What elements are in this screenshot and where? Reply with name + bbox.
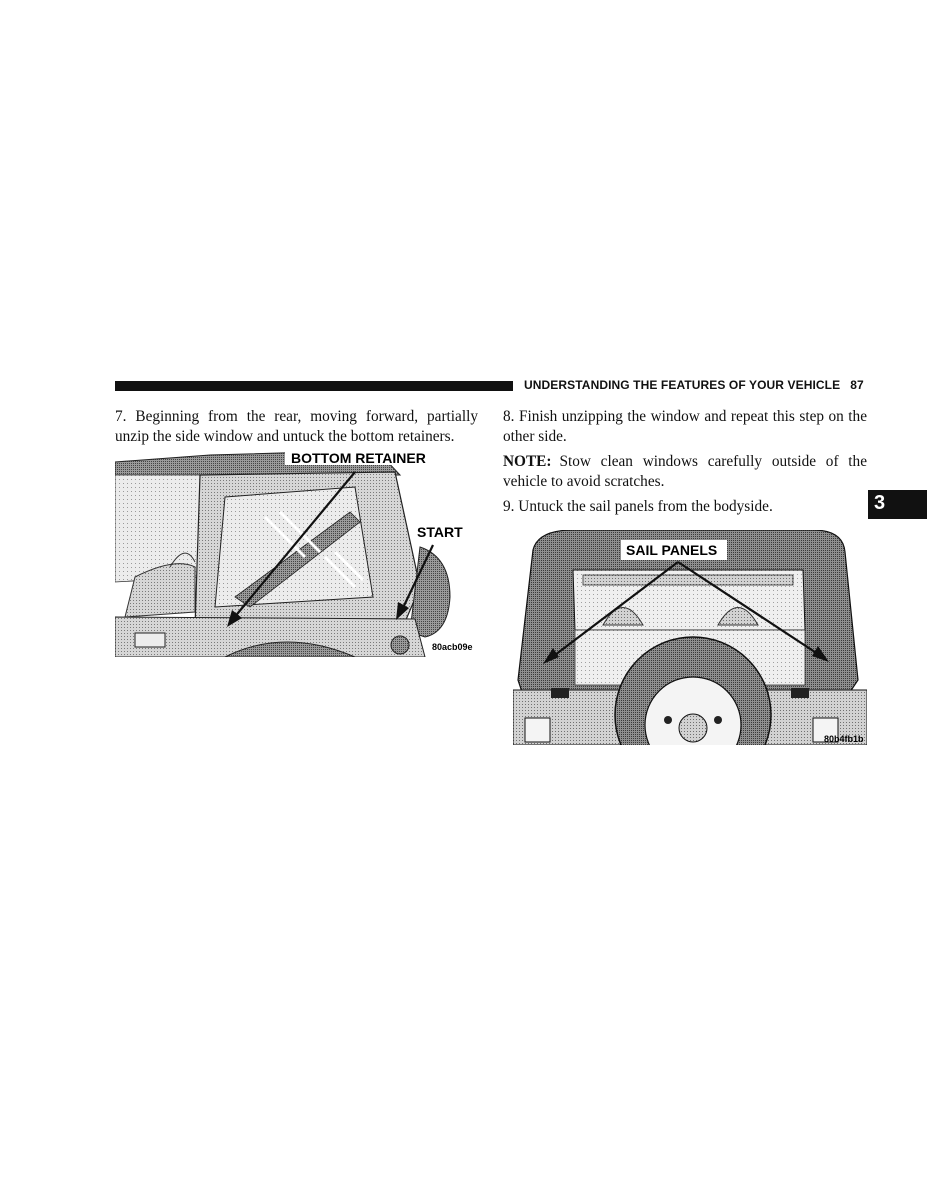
callout-start: START (417, 524, 463, 540)
step-8-paragraph: 8. Finish unzipping the window and repeat this step on the other side. (503, 408, 867, 445)
figure-code: 80acb09e (432, 642, 473, 652)
section-title: UNDERSTANDING THE FEATURES OF YOUR VEHICLE (524, 378, 841, 392)
page-number: 87 (850, 378, 864, 392)
section-tab: 3 (868, 490, 927, 519)
step-9-paragraph: 9. Untuck the sail panels from the bodyside. (503, 498, 773, 515)
step-7-paragraph: 7. Beginning from the rear, moving forward, partially unzip the side window and untuck the bottom retainers. (115, 408, 478, 445)
note-paragraph (503, 452, 867, 492)
figure-code: 80b4fb1b (824, 734, 864, 744)
figure-sail-panels (513, 530, 867, 745)
figure-bottom-retainer (115, 447, 477, 657)
note-label: NOTE: (503, 453, 552, 470)
callout-bottom-retainer: BOTTOM RETAINER (291, 450, 426, 466)
note-text: Stow clean windows carefully outside of the vehicle to avoid scratches. (503, 453, 867, 490)
running-header (524, 378, 864, 392)
header-rule (115, 381, 513, 391)
callout-sail-panels: SAIL PANELS (626, 542, 718, 558)
